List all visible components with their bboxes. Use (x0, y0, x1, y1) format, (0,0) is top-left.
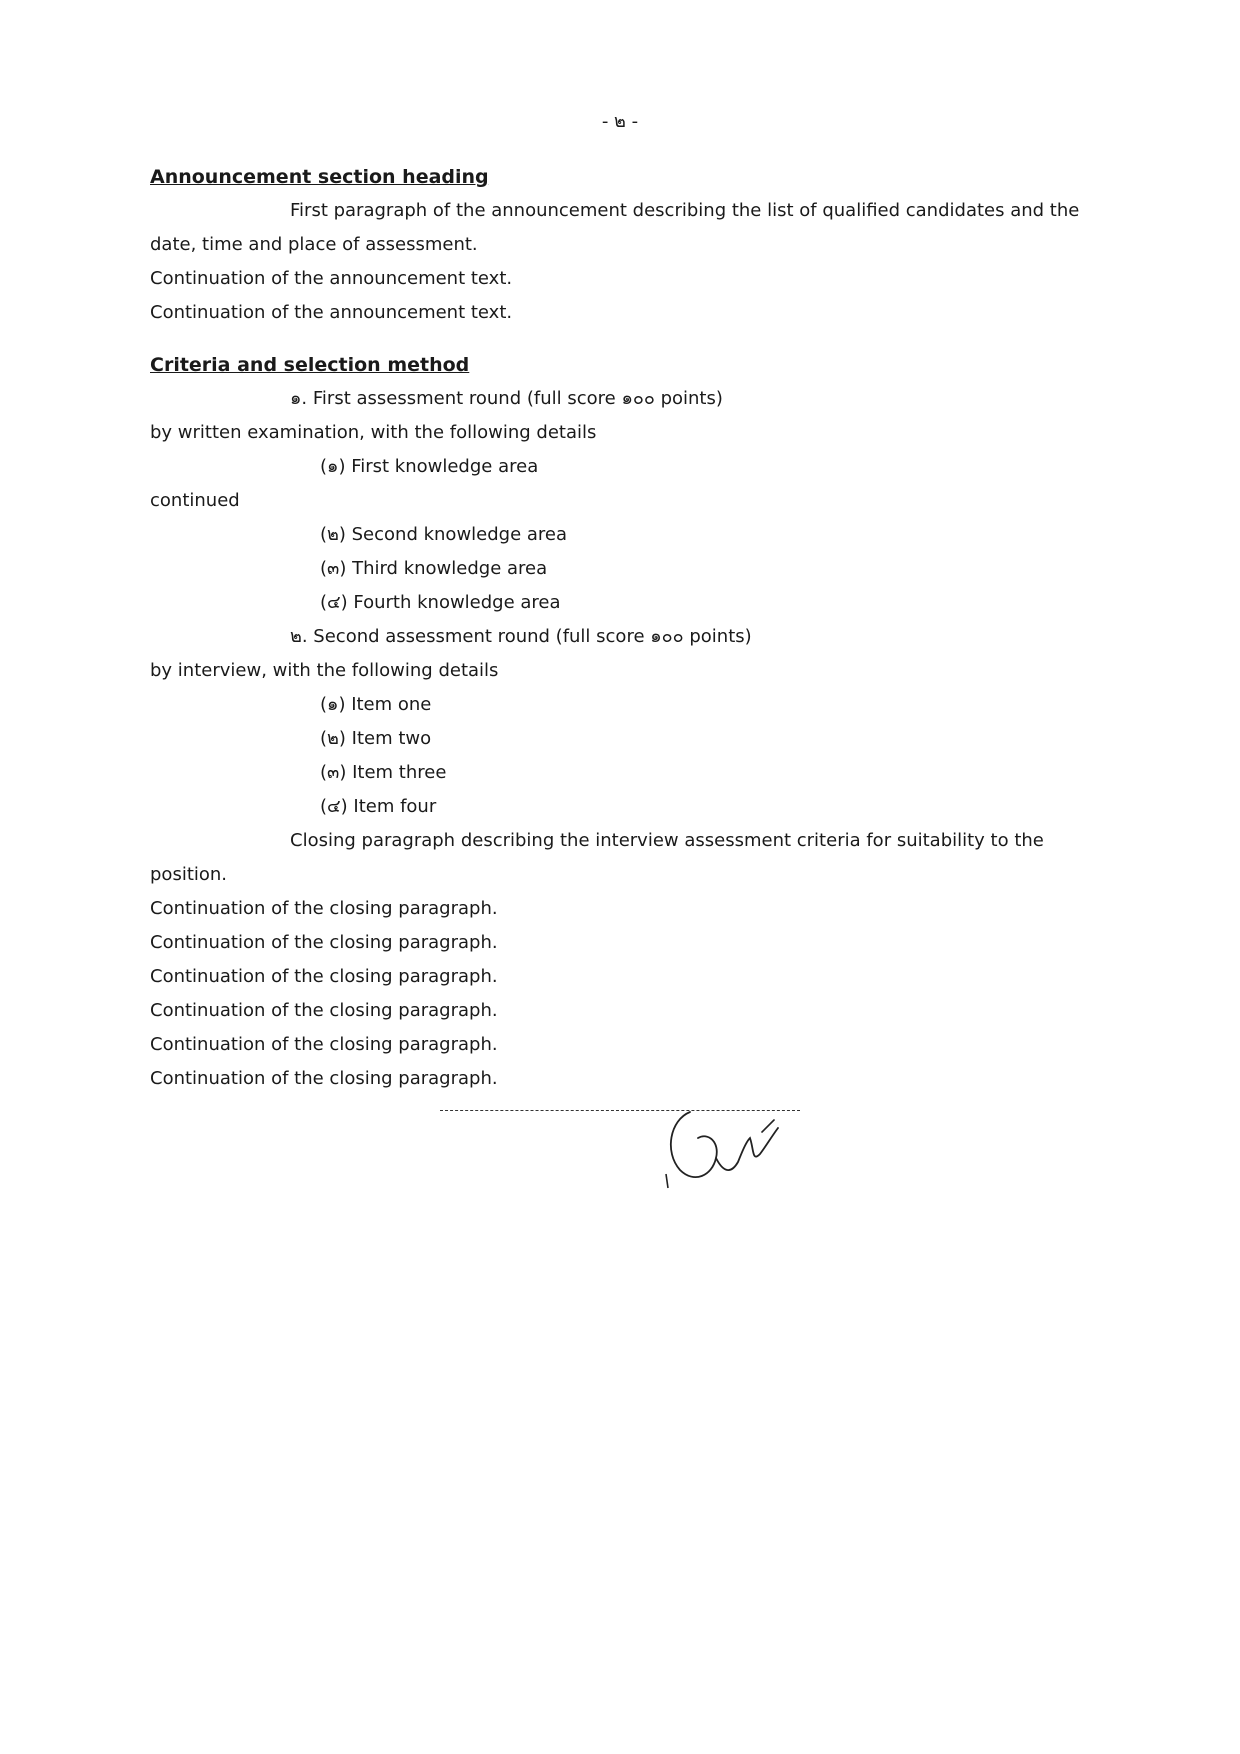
page-number: - ๒ - (601, 111, 639, 132)
closing-paragraph-line: Continuation of the closing paragraph. (150, 1068, 498, 1089)
announcement-paragraph-line: Continuation of the announcement text. (150, 268, 513, 289)
round-2-heading: ๒. Second assessment round (full score ๑๐๐ points) (290, 626, 752, 647)
announcement-paragraph-line: First paragraph of the announcement describing the list of qualified candidates and the date, time and place of assessment. (150, 200, 1080, 255)
round-1-item: (๓) Third knowledge area (320, 558, 548, 579)
closing-paragraph-line: Continuation of the closing paragraph. (150, 966, 498, 987)
round-2-item: (๔) Item four (320, 796, 437, 817)
closing-paragraph-line: Continuation of the closing paragraph. (150, 1000, 498, 1021)
handwritten-signature (650, 1092, 800, 1202)
closing-paragraph-line: Continuation of the closing paragraph. (150, 932, 498, 953)
round-1-item: (๔) Fourth knowledge area (320, 592, 561, 613)
section-title-announcement: Announcement section heading (150, 166, 489, 188)
section-title-criteria: Criteria and selection method (150, 354, 470, 376)
round-1-item: (๒) Second knowledge area (320, 524, 568, 545)
closing-paragraph-line: Continuation of the closing paragraph. (150, 1034, 498, 1055)
closing-paragraph-line: Continuation of the closing paragraph. (150, 898, 498, 919)
round-1-method: by written examination, with the following details (150, 422, 597, 443)
round-2-method: by interview, with the following details (150, 660, 499, 681)
spacer (150, 330, 1110, 348)
document-body (150, 160, 1110, 1096)
announcement-paragraph-line: Continuation of the announcement text. (150, 302, 513, 323)
round-1-item: (๑) First knowledge area (320, 456, 539, 477)
round-2-item: (๒) Item two (320, 728, 432, 749)
round-2-item: (๓) Item three (320, 762, 447, 783)
round-1-item-continuation: continued (150, 490, 240, 511)
closing-paragraph-line: Closing paragraph describing the interview assessment criteria for suitability to the position. (150, 830, 1044, 885)
round-2-item: (๑) Item one (320, 694, 432, 715)
signature-block (440, 1092, 820, 1202)
round-1-heading: ๑. First assessment round (full score ๑๐๐ points) (290, 388, 723, 409)
